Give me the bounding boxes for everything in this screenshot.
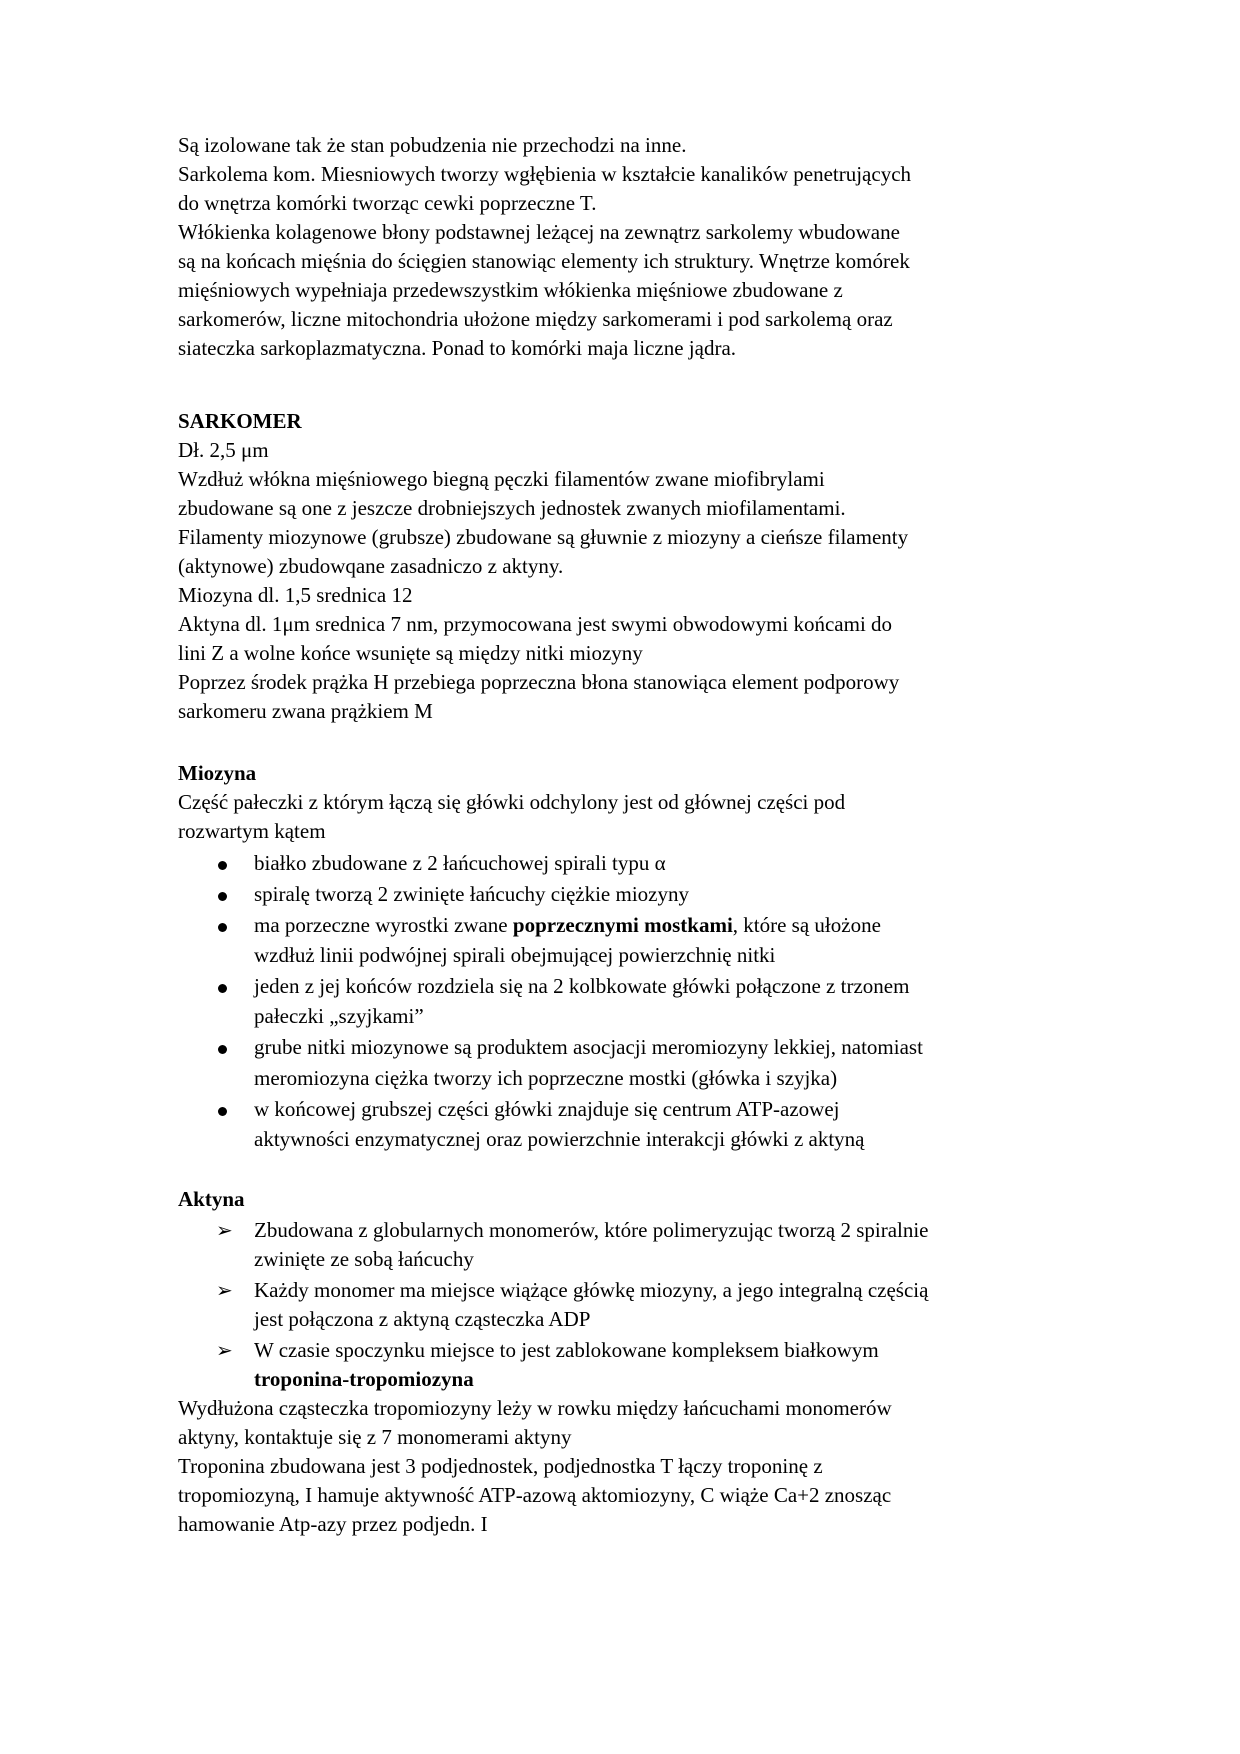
list-item-text: W czasie spoczynku miejsce to jest zablokowane kompleksem białkowym bbox=[254, 1338, 879, 1362]
aktyna-paragraph bbox=[178, 1394, 1078, 1539]
text-line: Są izolowane tak że stan pobudzenia nie przechodzi na inne. bbox=[178, 133, 687, 157]
text-line: Włókienka kolagenowe błony podstawnej leżącej na zewnątrz sarkolemy wbudowane bbox=[178, 220, 900, 244]
text-line: lini Z a wolne końce wsunięte są między nitki miozyny bbox=[178, 641, 643, 665]
aktyna-section bbox=[178, 1185, 1078, 1214]
sarkomer-section bbox=[178, 407, 1078, 726]
text-line: do wnętrza komórki tworząc cewki poprzeczne T. bbox=[178, 191, 597, 215]
list-item-text: ma porzeczne wyrostki zwane poprzecznymi mostkami, które są ułożone bbox=[254, 913, 881, 937]
bold-term: troponina-tropomiozyna bbox=[254, 1367, 474, 1391]
text-line: Wydłużona cząsteczka tropomiozyny leży w rowku między łańcuchami monomerów bbox=[178, 1396, 892, 1420]
list-item-text: meromiozyna ciężka tworzy ich poprzeczne mostki (główka i szyjka) bbox=[254, 1066, 838, 1090]
text-line: siateczka sarkoplazmatyczna. Ponad to komórki maja liczne jądra. bbox=[178, 336, 737, 360]
list-item-text: aktywności enzymatycznej oraz powierzchnie interakcji główki z aktyną bbox=[254, 1127, 865, 1151]
text-line: Filamenty miozynowe (grubsze) zbudowane są głuwnie z miozyny a cieńsze filamenty bbox=[178, 525, 909, 549]
text-line: zbudowane są one z jeszcze drobniejszych jednostek zwanych miofilamentami. bbox=[178, 496, 846, 520]
text-line: Troponina zbudowana jest 3 podjednostek, podjednostka T łączy troponinę z bbox=[178, 1454, 823, 1478]
list-item-text: Każdy monomer ma miejsce wiążące główkę miozyny, a jego integralną częścią bbox=[254, 1278, 929, 1302]
list-item-text: białko zbudowane z 2 łańcuchowej spirali typu α bbox=[254, 851, 666, 875]
text-line: Sarkolema kom. Miesniowych tworzy wgłębienia w kształcie kanalików penetrujących bbox=[178, 162, 912, 186]
text-line: (aktynowe) zbudowqane zasadniczo z aktyny. bbox=[178, 554, 564, 578]
bullet-dot-icon bbox=[218, 1107, 227, 1116]
list-item-text: w końcowej grubszej części główki znajduje się centrum ATP-azowej bbox=[254, 1097, 840, 1121]
list-item-text: Zbudowana z globularnych monomerów, które polimeryzując tworzą 2 spiralnie bbox=[254, 1218, 929, 1242]
list-item-text: jest połączona z aktyną cząsteczka ADP bbox=[254, 1307, 591, 1331]
text-line: hamowanie Atp-azy przez podjedn. I bbox=[178, 1512, 488, 1536]
arrow-bullet-icon: ➢ bbox=[216, 1218, 233, 1242]
list-item-text: zwinięte ze sobą łańcuchy bbox=[254, 1247, 474, 1271]
section-heading-sarkomer: SARKOMER bbox=[178, 409, 302, 433]
text-line: sarkomerów, liczne mitochondria ułożone między sarkomerami i pod sarkolemą oraz bbox=[178, 307, 893, 331]
text-line: Wzdłuż włókna mięśniowego biegną pęczki filamentów zwane miofibrylami bbox=[178, 467, 825, 491]
bullet-dot-icon bbox=[218, 984, 227, 993]
text-line: Miozyna dl. 1,5 srednica 12 bbox=[178, 583, 413, 607]
section-heading-aktyna: Aktyna bbox=[178, 1187, 245, 1211]
list-item-text: spiralę tworzą 2 zwinięte łańcuchy ciężkie miozyny bbox=[254, 882, 689, 906]
list-item-text: jeden z jej końców rozdziela się na 2 kolbkowate główki połączone z trzonem bbox=[254, 974, 910, 998]
text-line: Dł. 2,5 μm bbox=[178, 438, 269, 462]
text-line: sarkomeru zwana prążkiem M bbox=[178, 699, 433, 723]
text-line: aktyny, kontaktuje się z 7 monomerami aktyny bbox=[178, 1425, 572, 1449]
text-line: Aktyna dl. 1μm srednica 7 nm, przymocowana jest swymi obwodowymi końcami do bbox=[178, 612, 893, 636]
arrow-bullet-icon: ➢ bbox=[216, 1278, 233, 1302]
text-line: tropomiozyną, I hamuje aktywność ATP-azową aktomiozyny, C wiąże Ca+2 znosząc bbox=[178, 1483, 892, 1507]
text-line: mięśniowych wypełniaja przedewszystkim włókienka mięśniowe zbudowane z bbox=[178, 278, 843, 302]
text-line: są na końcach mięśnia do ścięgien stanowiąc elementy ich struktury. Wnętrze komórek bbox=[178, 249, 910, 273]
text-line: rozwartym kątem bbox=[178, 819, 326, 843]
bold-term: poprzecznymi mostkami bbox=[512, 913, 733, 937]
miozyna-section bbox=[178, 759, 1078, 846]
arrow-bullet-icon: ➢ bbox=[216, 1338, 233, 1362]
intro-paragraph bbox=[178, 131, 1078, 363]
text-line: Poprzez środek prążka H przebiega poprzeczna błona stanowiąca element podporowy bbox=[178, 670, 900, 694]
list-item-text: wzdłuż linii podwójnej spirali obejmującej powierzchnię nitki bbox=[254, 943, 776, 967]
bullet-dot-icon bbox=[218, 892, 227, 901]
list-item-text: grube nitki miozynowe są produktem asocjacji meromiozyny lekkiej, natomiast bbox=[254, 1035, 923, 1059]
list-item-text: pałeczki „szyjkami” bbox=[254, 1004, 424, 1028]
section-heading-miozyna: Miozyna bbox=[178, 761, 257, 785]
bullet-dot-icon bbox=[218, 1045, 227, 1054]
text-line: Część pałeczki z którym łączą się główki odchylony jest od głównej części pod bbox=[178, 790, 846, 814]
bullet-dot-icon bbox=[218, 923, 227, 932]
bullet-dot-icon bbox=[218, 861, 227, 870]
